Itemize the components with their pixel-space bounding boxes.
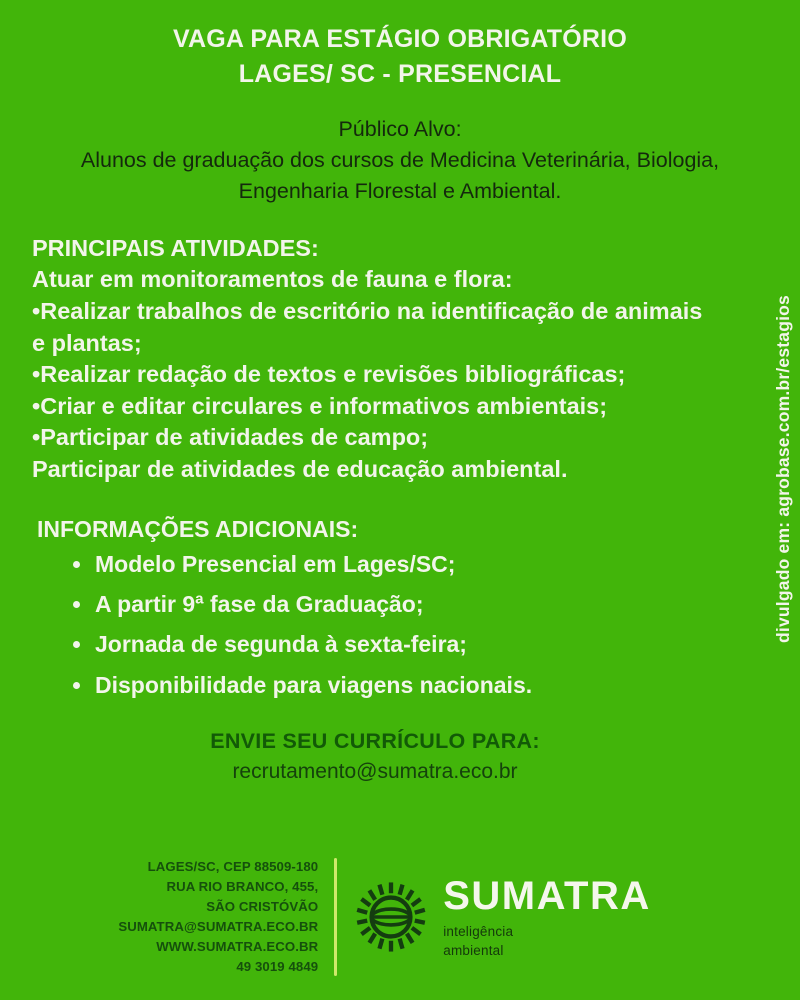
audience-line-2: Engenharia Florestal e Ambiental. (238, 178, 562, 203)
address-line-phone: 49 3019 4849 (236, 959, 319, 975)
additional-info-list (37, 549, 730, 701)
cv-heading: ENVIE SEU CURRÍCULO PARA: (210, 728, 540, 753)
list-item: Disponibilidade para viagens nacionais. (73, 670, 730, 701)
brand-tagline-line-2: ambiental (443, 942, 504, 958)
footer (0, 852, 745, 982)
activity-line-3: •Realizar redação de textos e revisões bibliográficas; (32, 361, 626, 388)
brand-tagline (443, 923, 651, 960)
activity-line-5: •Participar de atividades de campo; (32, 424, 429, 451)
activities-heading: PRINCIPAIS ATIVIDADES: (32, 234, 319, 261)
brand-tagline-line-1: inteligência (443, 924, 514, 940)
activity-line-1: •Realizar trabalhos de escritório na identificação de animais (32, 298, 703, 325)
list-item: A partir 9ª fase da Graduação; (73, 589, 730, 620)
address-line-website[interactable]: WWW.SUMATRA.ECO.BR (156, 939, 319, 955)
address-line-city: LAGES/SC, CEP 88509-180 (147, 858, 319, 874)
audience-line-1: Alunos de graduação dos cursos de Medicina Veterinária, Biologia, (80, 147, 720, 172)
additional-info-heading: INFORMAÇÕES ADICIONAIS: (37, 515, 359, 542)
activity-line-6: Participar de atividades de educação ambiental. (32, 456, 568, 483)
additional-info-section (0, 514, 800, 701)
brand-name: SUMATRA (443, 874, 651, 919)
source-credit-text: divulgado em: agrobase.com.br/estagios (772, 295, 793, 643)
audience-heading: Público Alvo: (338, 117, 462, 141)
company-address (94, 857, 334, 977)
title-line-1: VAGA PARA ESTÁGIO OBRIGATÓRIO (173, 25, 627, 53)
activity-line-2: e plantas; (32, 329, 142, 356)
activities-section (0, 233, 800, 486)
brand-lockup (337, 874, 651, 960)
source-credit (766, 0, 800, 1000)
address-line-district: SÃO CRISTÓVÃO (206, 898, 319, 914)
page-title (0, 0, 800, 91)
cv-submission-section (0, 729, 800, 784)
brand-text (427, 874, 651, 960)
audience-section (0, 114, 800, 207)
list-item: Modelo Presencial em Lages/SC; (73, 549, 730, 580)
list-item: Jornada de segunda à sexta-feira; (73, 629, 730, 660)
sun-globe-logo-icon (355, 879, 427, 955)
cv-email-address[interactable]: recrutamento@sumatra.eco.br (232, 759, 518, 783)
activity-line-4: •Criar e editar circulares e informativos ambientais; (32, 392, 608, 419)
address-line-street: RUA RIO BRANCO, 455, (166, 878, 319, 894)
address-line-email[interactable]: SUMATRA@SUMATRA.ECO.BR (118, 919, 319, 934)
title-line-2: LAGES/ SC - PRESENCIAL (238, 59, 562, 88)
activities-intro: Atuar em monitoramentos de fauna e flora: (32, 266, 513, 293)
